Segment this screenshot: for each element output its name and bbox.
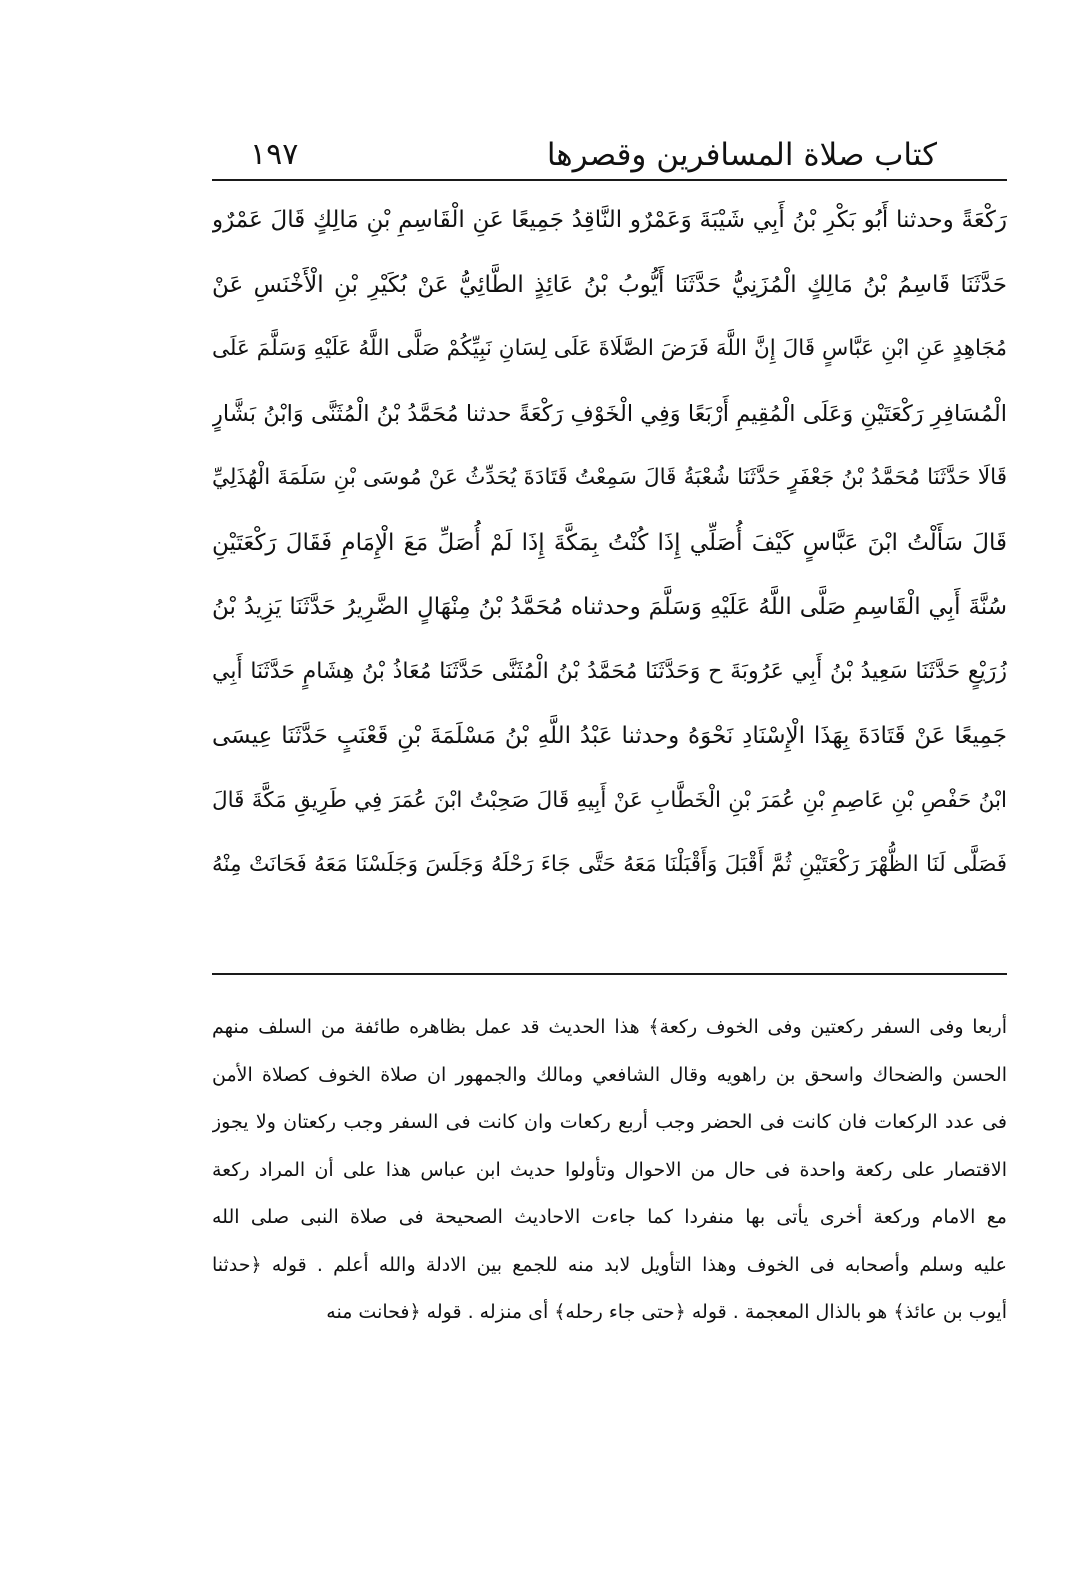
page-number: ١٩٧	[250, 137, 299, 172]
text-line: مُجَاهِدٍ عَنِ ابْنِ عَبَّاسٍ قَالَ إِنَّ اللَّهَ فَرَضَ الصَّلَاةَ عَلَى لِسَانِ نَبِيِّكُمْ صَلَّى اللَّهُ عَلَيْهِ وَسَلَّمَ عَلَى	[212, 336, 1007, 361]
commentary-line: أربعا وفى السفر ركعتين وفى الخوف ركعة﴾ هذا الحديث قد عمل بظاهره طائفة من السلف منهم	[212, 1016, 1007, 1038]
commentary-line: أيوب بن عائذ﴾ هو بالذال المعجمة . قوله ﴿حتى جاء رحله﴾ أى منزله . قوله ﴿فحانت منه	[326, 1301, 1007, 1323]
text-line: قَالَا حَدَّثَنَا مُحَمَّدُ بْنُ جَعْفَرٍ حَدَّثَنَا شُعْبَةُ قَالَ سَمِعْتُ قَتَادَةَ يُحَدِّثُ عَنْ مُوسَى بْنِ سَلَمَةَ الْهُذَلِيِّ	[212, 465, 1007, 490]
header-rule	[212, 179, 1007, 181]
page-header	[212, 124, 1007, 174]
running-title: كتاب صلاة المسافرين وقصرها	[546, 137, 937, 173]
text-line: الْمُسَافِرِ رَكْعَتَيْنِ وَعَلَى الْمُقِيمِ أَرْبَعًا وَفِي الْخَوْفِ رَكْعَةً حدثنا مُحَمَّدُ بْنُ الْمُثَنَّى وَابْنُ بَشَّارٍ	[212, 400, 1007, 427]
commentary-line: الحسن والضحاك واسحق بن راهويه وقال الشافعي ومالك والجمهور ان صلاة الخوف كصلاة الأمن	[212, 1063, 1007, 1086]
text-line: فَصَلَّى لَنَا الظُّهْرَ رَكْعَتَيْنِ ثُمَّ أَقْبَلَ وَأَقْبَلْنَا مَعَهُ حَتَّى جَاءَ رَحْلَهُ وَجَلَسَ وَجَلَسْنَا مَعَهُ فَحَانَتْ مِنْهُ	[212, 852, 1007, 877]
commentary-line: مع الامام وركعة أخرى يأتى بها منفردا كما جاءت الاحاديث الصحيحة فى صلاة النبى صلى الله	[212, 1206, 1007, 1228]
text-line: حَدَّثَنَا قَاسِمُ بْنُ مَالِكٍ الْمُزَنِيُّ حَدَّثَنَا أَيُّوبُ بْنُ عَائِذٍ الطَّائِيُّ عَنْ بُكَيْرِ بْنِ الْأَخْنَسِ عَنْ	[212, 271, 1007, 298]
text-line: رَكْعَةً وحدثنا أَبُو بَكْرِ بْنُ أَبِي شَيْبَةَ وَعَمْرٌو النَّاقِدُ جَمِيعًا عَنِ الْقَاسِمِ بْنِ مَالِكٍ قَالَ عَمْرٌو	[212, 207, 1007, 233]
commentary-line: فى عدد الركعات فان كانت فى الحضر وجب أربع ركعات وان كانت فى السفر وجب ركعتان ولا يجوز	[212, 1111, 1007, 1133]
commentary-line: عليه وسلم وأصحابه فى الخوف وهذا التأويل لابد منه للجمع بين الادلة والله أعلم . قوله ﴿حدثنا	[212, 1253, 1007, 1276]
text-line: جَمِيعًا عَنْ قَتَادَةَ بِهَذَا الْإِسْنَادِ نَحْوَهُ وحدثنا عَبْدُ اللَّهِ بْنُ مَسْلَمَةَ بْنِ قَعْنَبٍ حَدَّثَنَا عِيسَى	[212, 723, 1007, 749]
commentary-rule	[212, 973, 1007, 975]
commentary-text	[212, 1004, 1007, 1337]
text-line: سُنَّةَ أَبِي الْقَاسِمِ صَلَّى اللَّهُ عَلَيْهِ وَسَلَّمَ وحدثناه مُحَمَّدُ بْنُ مِنْهَالٍ الضَّرِيرُ حَدَّثَنَا يَزِيدُ بْنُ	[212, 594, 1007, 620]
text-line: ابْنُ حَفْصِ بْنِ عَاصِمِ بْنِ عُمَرَ بْنِ الْخَطَّابِ عَنْ أَبِيهِ قَالَ صَحِبْتُ ابْنَ عُمَرَ فِي طَرِيقِ مَكَّةَ قَالَ	[212, 787, 1007, 813]
text-line: قَالَ سَأَلْتُ ابْنَ عَبَّاسٍ كَيْفَ أُصَلِّي إِذَا كُنْتُ بِمَكَّةَ إِذَا لَمْ أُصَلِّ مَعَ الْإِمَامِ فَقَالَ رَكْعَتَيْنِ	[212, 529, 1007, 556]
hadith-text	[212, 182, 1007, 892]
text-line: زُرَيْعٍ حَدَّثَنَا سَعِيدُ بْنُ أَبِي عَرُوبَةَ ح وَحَدَّثَنَا مُحَمَّدُ بْنُ الْمُثَنَّى حَدَّثَنَا مُعَاذُ بْنُ هِشَامٍ حَدَّثَنَا أَبِي	[212, 658, 1007, 684]
commentary-line: الاقتصار على ركعة واحدة فى حال من الاحوال وتأولوا حديث ابن عباس هذا على أن المراد ركعة	[212, 1158, 1007, 1181]
